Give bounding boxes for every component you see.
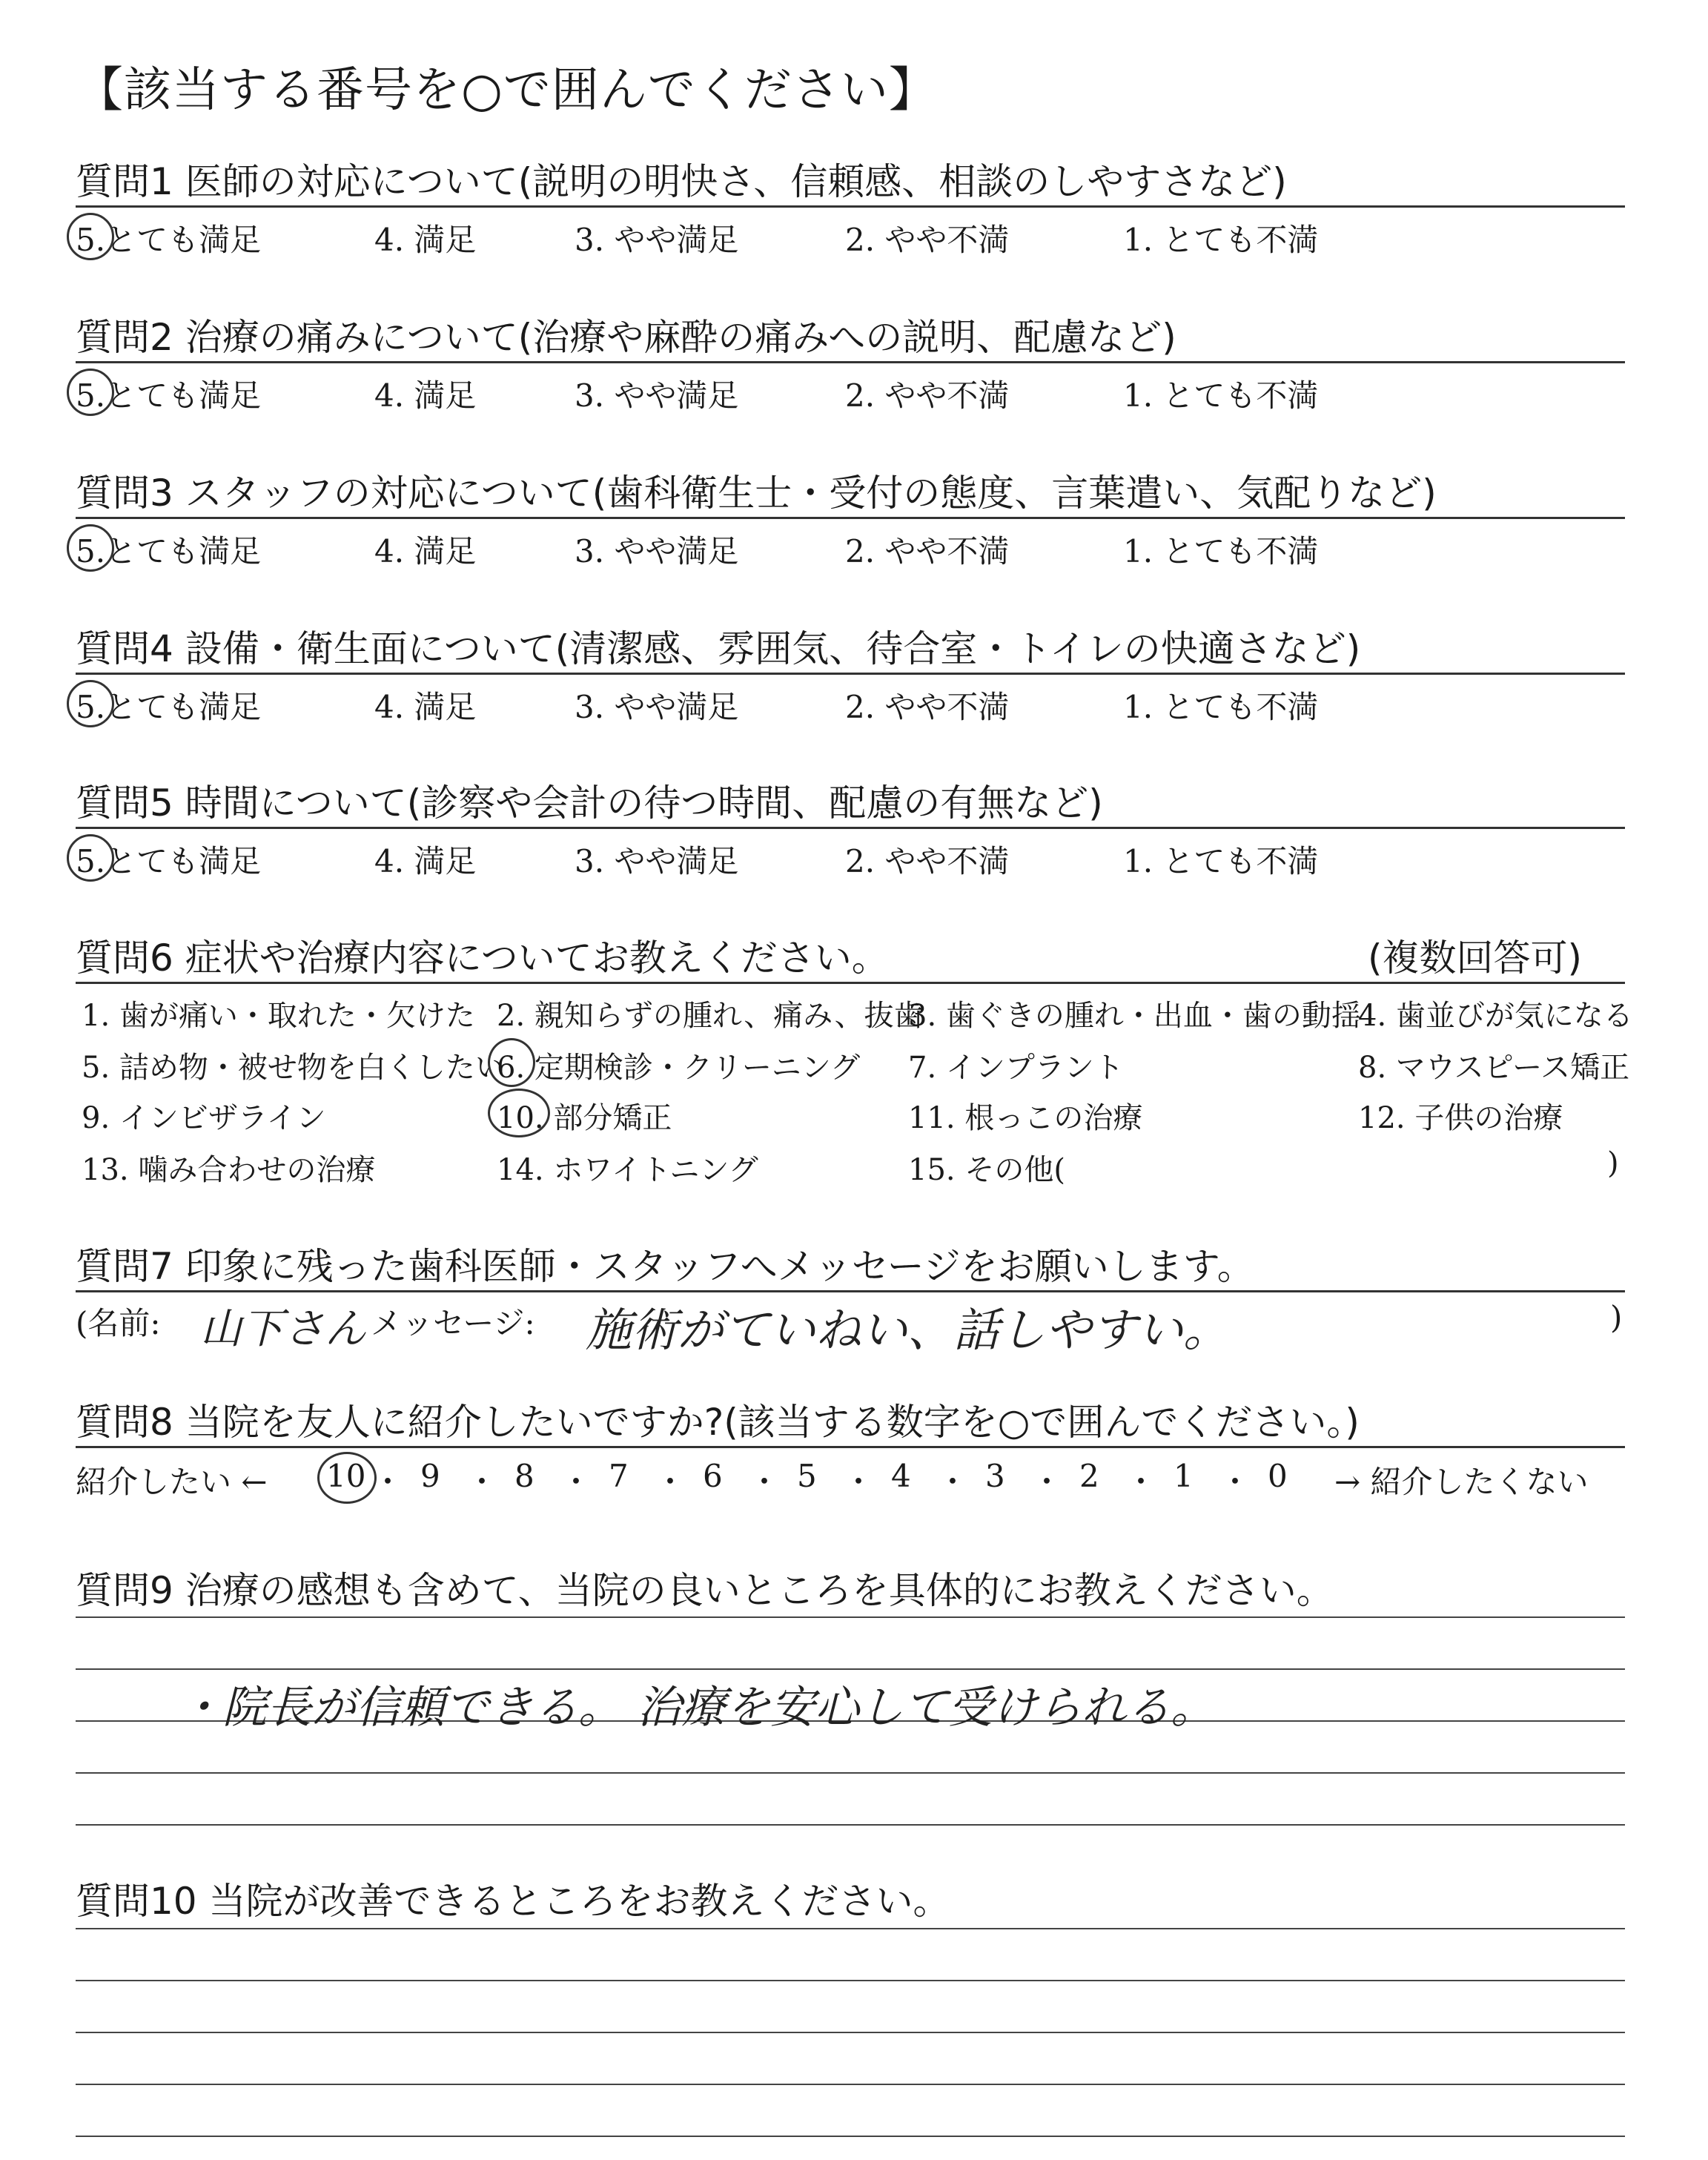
q6-choice[interactable]: 4. 歯並びが気になる — [1358, 999, 1633, 1033]
q8-scale-separator: ・ — [372, 1464, 404, 1500]
question-1-option[interactable]: 4. 満足 — [374, 222, 477, 258]
question-3-option[interactable]: 1. とても不満 — [1123, 533, 1319, 569]
q8-scale-value[interactable]: 3 — [985, 1458, 1005, 1494]
q6-choice[interactable]: 3. 歯ぐきの腫れ・出血・歯の動揺 — [908, 999, 1361, 1033]
q10-line — [76, 2084, 1625, 2085]
q6-choice[interactable]: 12. 子供の治療 — [1358, 1101, 1563, 1135]
q6-choice[interactable]: 14. ホワイトニング — [497, 1153, 758, 1187]
question-5-option[interactable]: 4. 満足 — [374, 843, 477, 879]
question-1-option[interactable]: 3. やや満足 — [575, 222, 739, 258]
q9-line — [76, 1616, 1625, 1618]
q9-line — [76, 1772, 1625, 1774]
selection-circle — [488, 1089, 550, 1137]
q8-scale-separator: ・ — [843, 1464, 875, 1500]
question-5-option[interactable]: 3. やや満足 — [575, 843, 739, 879]
q6-choice[interactable]: 7. インプラント — [908, 1051, 1124, 1085]
question-2-option[interactable]: 2. やや不満 — [845, 377, 1010, 414]
q10-line — [76, 2136, 1625, 2137]
selection-circle — [67, 680, 114, 727]
q6-other-close-paren: ) — [1607, 1146, 1619, 1180]
q8-scale-separator: ・ — [1219, 1464, 1251, 1500]
question-1-option[interactable]: 2. やや不満 — [845, 222, 1010, 258]
question-4-rule — [76, 673, 1625, 675]
question-5-option[interactable]: 2. やや不満 — [845, 843, 1010, 879]
q8-scale-value[interactable]: 0 — [1268, 1458, 1288, 1494]
q8-right-label: → 紹介したくない — [1334, 1464, 1589, 1500]
question-3-option[interactable]: 3. やや満足 — [575, 533, 739, 569]
q8-scale-value[interactable]: 10 — [326, 1458, 366, 1494]
form-header: 【該当する番号を○で囲んでください】 — [76, 63, 937, 118]
question-4-option[interactable]: 2. やや不満 — [845, 689, 1010, 725]
q9-title: 質問9 治療の感想も含めて、当院の良いところを具体的にお教えください。 — [76, 1569, 1334, 1612]
q7-message-value[interactable]: 施術がていねい、話しやすい。 — [586, 1303, 1230, 1357]
q7-message-label: メッセージ: — [371, 1305, 535, 1341]
selection-circle — [67, 524, 114, 572]
question-5-rule — [76, 827, 1625, 829]
q8-scale-value[interactable]: 7 — [609, 1458, 629, 1494]
question-1-title: 質問1 医師の対応について(説明の明快さ、信頼感、相談のしやすさなど) — [76, 160, 1287, 203]
q7-close-paren: ) — [1610, 1299, 1623, 1335]
q6-choice[interactable]: 10. 部分矯正 — [497, 1101, 672, 1135]
q6-choice[interactable]: 2. 親知らずの腫れ、痛み、抜歯 — [497, 999, 924, 1033]
q8-scale-separator: ・ — [560, 1464, 592, 1500]
q6-note: (複数回答可) — [1368, 937, 1583, 980]
q6-choice[interactable]: 15. その他( — [908, 1153, 1065, 1187]
question-1-option[interactable]: 1. とても不満 — [1123, 222, 1319, 258]
q9-line — [76, 1824, 1625, 1826]
q8-scale-separator: ・ — [937, 1464, 969, 1500]
q6-choice[interactable]: 11. 根っこの治療 — [908, 1101, 1143, 1135]
q9-line — [76, 1668, 1625, 1670]
question-2-option[interactable]: 4. 満足 — [374, 377, 477, 414]
question-4-option[interactable]: 5.とても満足 — [76, 689, 262, 725]
question-2-title: 質問2 治療の痛みについて(治療や麻酔の痛みへの説明、配慮など) — [76, 316, 1176, 359]
q10-title: 質問10 当院が改善できるところをお教えください。 — [76, 1880, 950, 1923]
question-1-rule — [76, 205, 1625, 208]
q7-rule — [76, 1290, 1625, 1292]
question-3-title: 質問3 スタッフの対応について(歯科衛生士・受付の態度、言葉遣い、気配りなど) — [76, 472, 1437, 515]
q8-rule — [76, 1446, 1625, 1448]
q8-scale-value[interactable]: 6 — [703, 1458, 723, 1494]
question-4-title: 質問4 設備・衛生面について(清潔感、雰囲気、待合室・トイレの快適さなど) — [76, 627, 1361, 670]
question-2-option[interactable]: 3. やや満足 — [575, 377, 739, 414]
question-3-option[interactable]: 5.とても満足 — [76, 533, 262, 569]
selection-circle — [67, 369, 114, 416]
question-2-rule — [76, 361, 1625, 363]
q10-line — [76, 1928, 1625, 1929]
q8-scale-value[interactable]: 8 — [514, 1458, 534, 1494]
q8-scale-value[interactable]: 1 — [1174, 1458, 1194, 1494]
q6-choice[interactable]: 6. 定期検診・クリーニング — [497, 1051, 861, 1085]
q6-choice[interactable]: 8. マウスピース矯正 — [1358, 1051, 1630, 1085]
question-3-option[interactable]: 2. やや不満 — [845, 533, 1010, 569]
question-1-option[interactable]: 5.とても満足 — [76, 222, 262, 258]
q8-scale-separator: ・ — [1031, 1464, 1063, 1500]
question-4-option[interactable]: 4. 満足 — [374, 689, 477, 725]
question-5-option[interactable]: 5.とても満足 — [76, 843, 262, 879]
q6-rule — [76, 982, 1625, 984]
question-2-option[interactable]: 5.とても満足 — [76, 377, 262, 414]
q8-scale-value[interactable]: 4 — [891, 1458, 911, 1494]
q6-choice[interactable]: 5. 詰め物・被せ物を白くしたい — [82, 1051, 505, 1085]
q7-name-label: (名前: — [76, 1305, 161, 1341]
q8-title: 質問8 当院を友人に紹介したいですか?(該当する数字を○で囲んでください。) — [76, 1401, 1360, 1444]
q8-scale-separator: ・ — [466, 1464, 498, 1500]
question-3-option[interactable]: 4. 満足 — [374, 533, 477, 569]
question-5-option[interactable]: 1. とても不満 — [1123, 843, 1319, 879]
q6-choice[interactable]: 9. インビザライン — [82, 1101, 326, 1135]
selection-circle — [67, 834, 114, 882]
selection-circle — [67, 213, 114, 260]
q6-choice[interactable]: 13. 噛み合わせの治療 — [82, 1153, 376, 1187]
selection-circle — [317, 1452, 377, 1504]
q8-scale-value[interactable]: 9 — [420, 1458, 440, 1494]
q7-title: 質問7 印象に残った歯科医師・スタッフへメッセージをお願いします。 — [76, 1245, 1254, 1288]
q8-scale-separator: ・ — [655, 1464, 686, 1500]
q6-choice[interactable]: 1. 歯が痛い・取れた・欠けた — [82, 999, 475, 1033]
question-4-option[interactable]: 1. とても不満 — [1123, 689, 1319, 725]
q8-scale-value[interactable]: 2 — [1079, 1458, 1099, 1494]
q6-title: 質問6 症状や治療内容についてお教えください。 — [76, 937, 889, 980]
q10-line — [76, 2032, 1625, 2033]
q8-left-label: 紹介したい ← — [76, 1464, 268, 1500]
q9-answer[interactable]: ・院長が信頼できる。 治療を安心して受けられる。 — [178, 1682, 1216, 1734]
q7-name-value[interactable]: 山下さん — [200, 1305, 366, 1353]
q8-scale-value[interactable]: 5 — [797, 1458, 817, 1494]
question-3-rule — [76, 517, 1625, 519]
question-4-option[interactable]: 3. やや満足 — [575, 689, 739, 725]
selection-circle — [488, 1038, 535, 1087]
question-5-title: 質問5 時間について(診察や会計の待つ時間、配慮の有無など) — [76, 782, 1103, 825]
q8-scale-separator: ・ — [1125, 1464, 1157, 1500]
q8-scale-separator: ・ — [749, 1464, 781, 1500]
q10-line — [76, 1980, 1625, 1981]
question-2-option[interactable]: 1. とても不満 — [1123, 377, 1319, 414]
